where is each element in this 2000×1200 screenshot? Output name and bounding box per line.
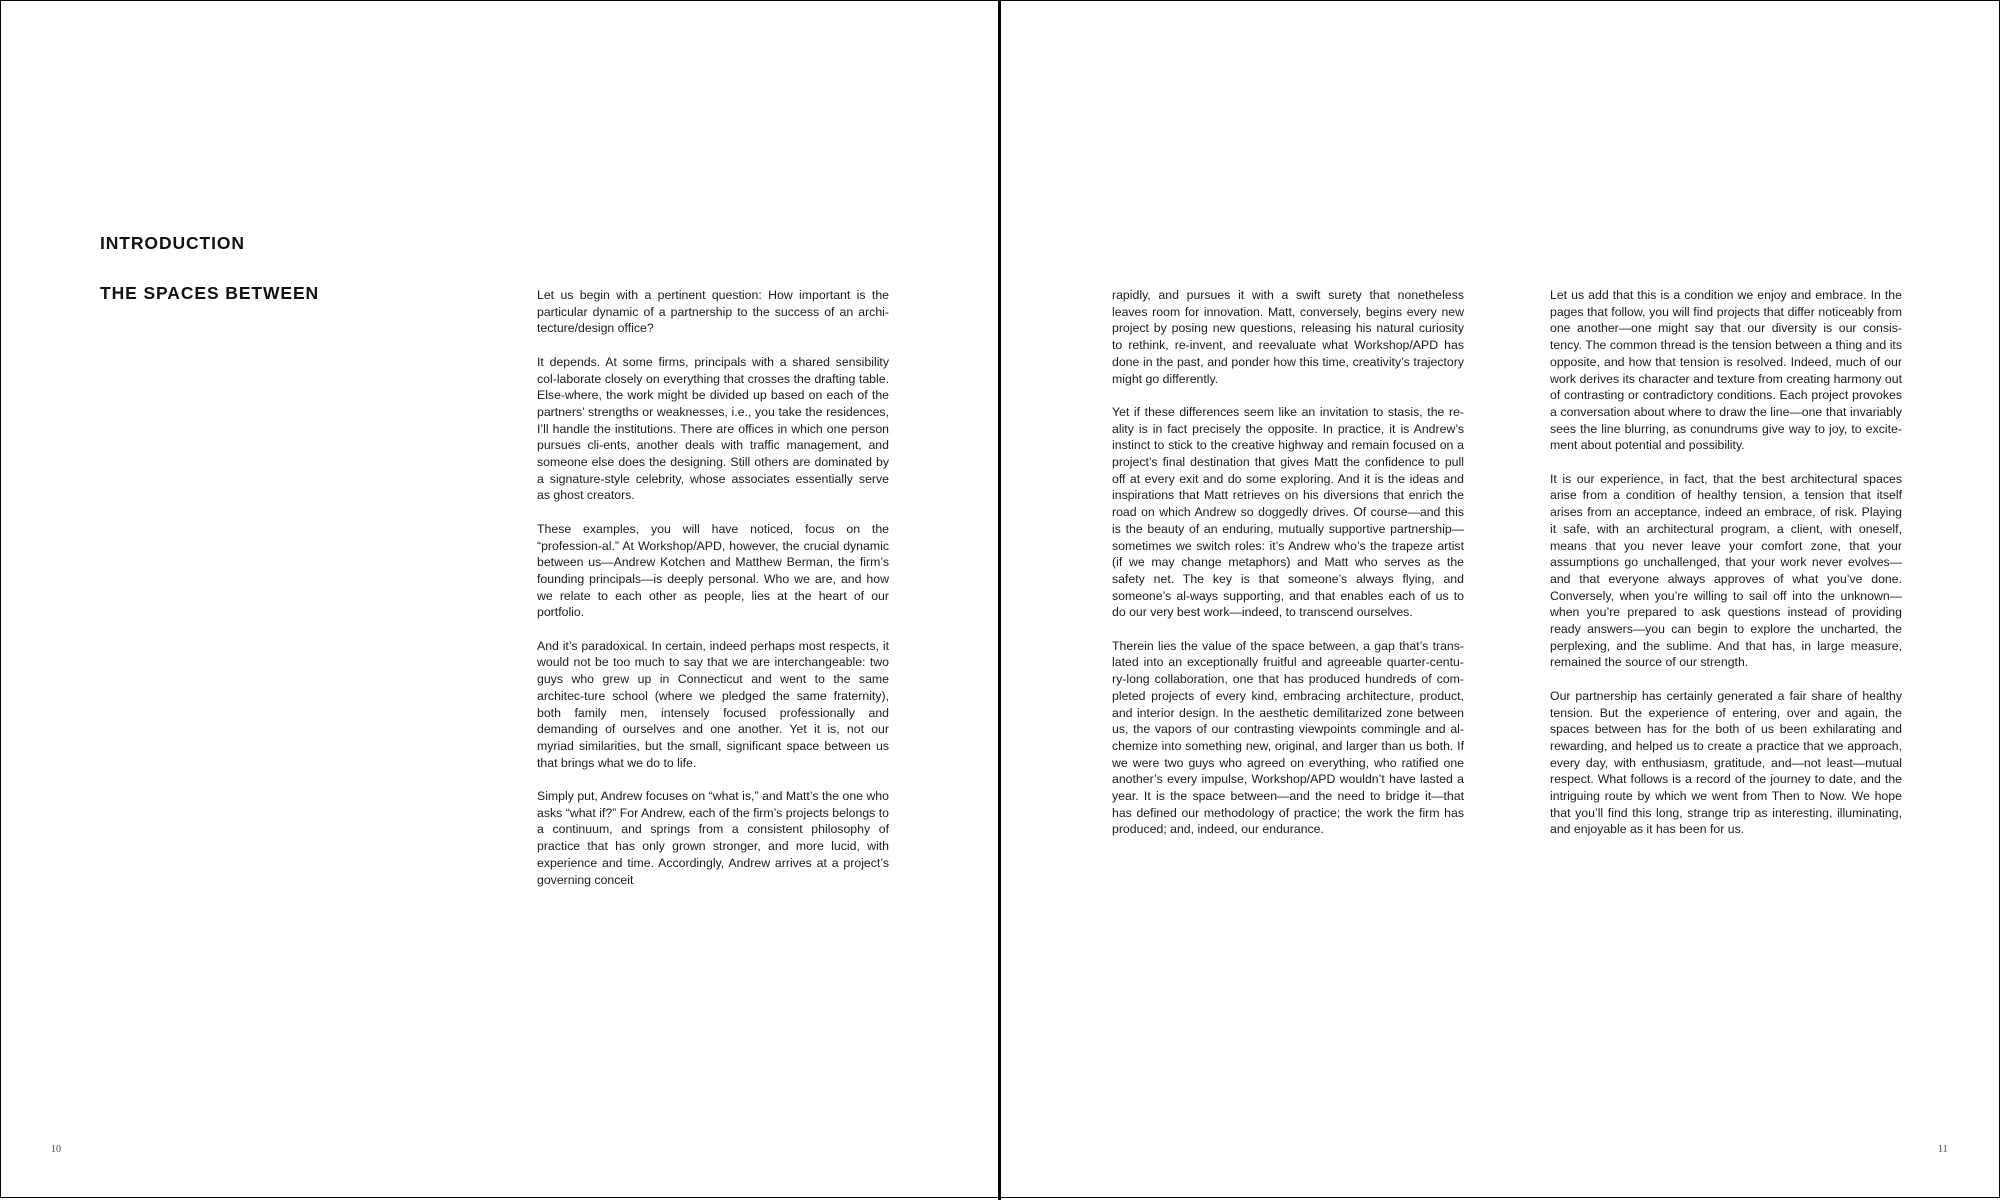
paragraph: Our partnership has certainly generated a fair share of healthy tension. But the experience of entering, over and again, the spaces between has for the both of us been exhilarating and rewarding, and helped us to create a practice that we approach, every day, with enthusiasm, gratitude, and—not least—mutual respect. What follows is a record of the journey to date, and the intriguing route by which we went from Then to Now. We hope that you’ll find this long, strange trip as interesting, illuminating, and enjoyable as it has been for us. xyxy=(1550,688,1902,837)
book-spine xyxy=(998,0,1001,1200)
paragraph: Let us add that this is a condition we enjoy and embrace. In the pages that follow, you will find projects that differ noticeably from one another—one might say that our diversity is our consis-tency. The common thread is the tension between a thing and its opposite, and how that tension is resolved. Indeed, much of our work derives its character and texture from creating harmony out of contrasting or contradictory conditions. Each project provokes a conversation about where to draw the line—one that invariably sees the line blurring, as conundrums give way to joy, to excite-ment about potential and possibility. xyxy=(1550,288,1902,453)
page-number-left: 10 xyxy=(51,1144,61,1155)
paragraph: Therein lies the value of the space between, a gap that’s trans-lated into an exceptionally fruitful and agreeable quarter-centu-ry-long collaboration, one that has produced hundreds of com-pleted projects of every kind, embracing architecture, product, and interior design. In the aesthetic demilitarized zone between us, the vapors of our contrasting viewpoints commingle and al-chemize into something new, original, and larger than us both. If we were two guys who agreed on everything, who ratified one another’s every impulse, Workshop/APD wouldn’t have lasted a year. It is the space between—and the need to bridge it—that has defined our methodology of practice; the work the firm has produced; and, indeed, our endurance. xyxy=(1112,638,1464,837)
paragraph: And it’s paradoxical. In certain, indeed perhaps most respects, it would not be too much to say that we are interchangeable: two guys who grew up in Connecticut and went to the same architec-ture school (where we pledged the same fraternity), both family men, intensely focused professionally and demanding of ourselves and one another. Yet it is, not our myriad similarities, but the small, significant space between us that brings what we do to life. xyxy=(537,638,889,770)
paragraph: It depends. At some firms, principals with a shared sensibility col-laborate closely on everything that crosses the drafting table. Else-where, the work might be divided up based on each of the partners’ strengths or weaknesses, i.e., you take the residences, I’ll handle the institutions. There are offices in which one person pursues cli-ents, another deals with traffic management, and someone else does the designing. Still others are dominated by a signature-style celebrity, whose associates essentially serve as ghost creators. xyxy=(537,354,889,503)
paragraph: Yet if these differences seem like an invitation to stasis, the re-ality is in fact precisely the opposite. In practice, it is Andrew’s instinct to stick to the creative highway and remain focused on a project’s final destination that gives Matt the confidence to pull off at every exit and do some exploring. And it is the ideas and inspirations that Matt retrieves on his diversions that enrich the road on which Andrew so doggedly drives. Of course—and this is the beauty of an enduring, mutually supportive partnership—sometimes we switch roles: it’s Andrew who’s the trapeze artist (if we may change metaphors) and Matt who serves as the safety net. The key is that someone’s always flying, and someone’s al-ways supporting, and that enables each of us to do our very best work—indeed, to transcend ourselves. xyxy=(1112,404,1464,620)
paragraph: It is our experience, in fact, that the best architectural spaces arise from a condition of healthy tension, a tension that itself arises from an acceptance, indeed an embrace, of risk. Playing it safe, with an architectural program, a client, with oneself, means that you never leave your comfort zone, that your assumptions go unchallenged, that your work never evolves—and that everyone always approves of what you’ve done. Conversely, when you’re willing to sail off into the unknown—when you’re prepared to ask questions instead of providing ready answers—you can begin to explore the uncharted, the perplexing, and the sublime. And that has, in large measure, remained the source of our strength. xyxy=(1550,471,1902,670)
section-label: INTRODUCTION xyxy=(100,233,245,253)
paragraph: rapidly, and pursues it with a swift surety that nonetheless leaves room for innovation. Matt, conversely, begins every new project by posing new questions, releasing his natural curiosity to rethink, re-invent, and reevaluate what Workshop/APD has done in the past, and ponder how this time, creativity’s trajectory might go differently. xyxy=(1112,288,1464,386)
text-column-2 xyxy=(1112,287,1464,855)
chapter-title: THE SPACES BETWEEN xyxy=(100,283,320,303)
paragraph: These examples, you will have noticed, focus on the “profession-al.” At Workshop/APD, however, the crucial dynamic between us—Andrew Kotchen and Matthew Berman, the firm’s founding principals—is deeply personal. Who we are, and how we relate to each other as people, lies at the heart of our portfolio. xyxy=(537,521,889,620)
text-column-1 xyxy=(537,287,889,905)
page-number-right: 11 xyxy=(1938,1144,1948,1155)
text-column-3 xyxy=(1550,287,1902,855)
paragraph: Let us begin with a pertinent question: How important is the particular dynamic of a partnership to the success of an archi-tecture/design office? xyxy=(537,288,889,336)
paragraph: Simply put, Andrew focuses on “what is,” and Matt’s the one who asks “what if?” For Andrew, each of the firm’s projects belongs to a continuum, and springs from a consistent philosophy of practice that has only grown stronger, and more lucid, with experience and time. Accordingly, Andrew arrives at a project’s governing conceit xyxy=(537,789,889,887)
